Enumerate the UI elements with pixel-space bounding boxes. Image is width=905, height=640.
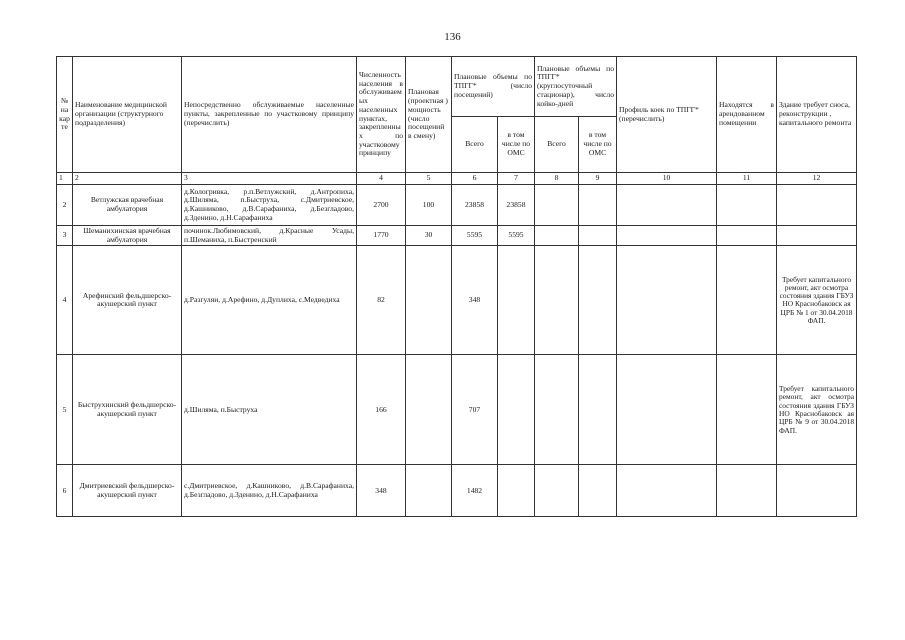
- building-repair-note: Требует капитального ремонт, акт осмотра состояния здания ГБУЗ НО Краснобаковск ая ЦРБ № 1 от 30.04.2018 ФАП.: [777, 246, 857, 355]
- table-row: [57, 355, 857, 465]
- header-beds-total: Всего: [535, 117, 579, 173]
- column-number: 7: [498, 173, 535, 185]
- organization-name: Шеманихинская врачебная амбулатория: [73, 226, 182, 246]
- population: 166: [357, 355, 406, 465]
- row-number: 5: [57, 355, 73, 465]
- column-number: 8: [535, 173, 579, 185]
- header-visits-total: Всего: [452, 117, 498, 173]
- rented-premises: [717, 226, 777, 246]
- column-number: 6: [452, 173, 498, 185]
- beds-oms: [579, 355, 617, 465]
- table-row: [57, 246, 857, 355]
- served-settlements: с.Дмитриевское, д.Кашниково, д.В.Сарафаниха, д.Безгладово, д.Зденино, д.Н.Сарафаниха: [182, 465, 357, 517]
- header-planned-bed-days: Плановые объемы по ТПГГ* (круглосуточный стационар), число койко-дней: [535, 57, 617, 117]
- table-row: [57, 465, 857, 517]
- table-row: [57, 226, 857, 246]
- population: 2700: [357, 185, 406, 226]
- header-planned-capacity: Плановая (проектная ) мощность (число посещений в смену): [406, 57, 452, 173]
- header-beds-oms: в том числе по ОМС: [579, 117, 617, 173]
- bed-profile: [617, 246, 717, 355]
- beds-total: [535, 465, 579, 517]
- organization-name: Быструхинский фельдшерско-акушерский пункт: [73, 355, 182, 465]
- rented-premises: [717, 246, 777, 355]
- building-repair-note: Требует капитального ремонт, акт осмотра состояния здания ГБУЗ НО Краснобаковск ая ЦРБ № 9 от 30.04.2018 ФАП.: [777, 355, 857, 465]
- organization-name: Дмитриевский фельдшерско-акушерский пункт: [73, 465, 182, 517]
- bed-profile: [617, 185, 717, 226]
- bed-profile: [617, 226, 717, 246]
- visits-total: 23858: [452, 185, 498, 226]
- rented-premises: [717, 355, 777, 465]
- column-number-row: [57, 173, 857, 185]
- planned-capacity: 30: [406, 226, 452, 246]
- column-number: 1: [57, 173, 73, 185]
- visits-total: 5595: [452, 226, 498, 246]
- visits-oms: [498, 465, 535, 517]
- population: 82: [357, 246, 406, 355]
- column-number: 11: [717, 173, 777, 185]
- header-bed-profile: Профиль коек по ТПГГ* (перечислить): [617, 57, 717, 173]
- table-header: [57, 57, 857, 185]
- row-number: 3: [57, 226, 73, 246]
- header-organization-name: Наименование медицинской организации (структурного подразделения): [73, 57, 182, 173]
- planned-capacity: [406, 355, 452, 465]
- header-population: Численность населения в обслуживаем ых населенных пунктах, закрепленных по участковому принципу: [357, 57, 406, 173]
- beds-total: [535, 226, 579, 246]
- served-settlements: д.Разгуляи, д.Арефино, д.Дуплиха, с.Медведиха: [182, 246, 357, 355]
- column-number: 5: [406, 173, 452, 185]
- bed-profile: [617, 355, 717, 465]
- building-repair-note: [777, 465, 857, 517]
- column-number: 3: [182, 173, 357, 185]
- beds-oms: [579, 185, 617, 226]
- served-settlements: д.Кологривка, р.п.Ветлужский, д.Антропиха, д.Шиляма, п.Быструха, с.Дмитриевское, д.Кашниково, д.В.Сарафаниха, д.Безгладово, д.Зденино, д.Н.Сарафаниха: [182, 185, 357, 226]
- visits-oms: [498, 355, 535, 465]
- planned-capacity: 100: [406, 185, 452, 226]
- table-row: [57, 185, 857, 226]
- served-settlements: починок.Любимовский, д.Красные Усады, п.Шеманиха, п.Быстренский: [182, 226, 357, 246]
- beds-oms: [579, 226, 617, 246]
- row-number: 4: [57, 246, 73, 355]
- beds-total: [535, 185, 579, 226]
- building-repair-note: [777, 185, 857, 226]
- building-repair-note: [777, 226, 857, 246]
- medical-organizations-table: [56, 56, 857, 517]
- header-visits-oms: в том числе по ОМС: [498, 117, 535, 173]
- rented-premises: [717, 185, 777, 226]
- header-building-repair: Здание требует сноса, реконструкции , капитального ремонта: [777, 57, 857, 173]
- visits-total: 1482: [452, 465, 498, 517]
- beds-oms: [579, 246, 617, 355]
- column-number: 4: [357, 173, 406, 185]
- column-number: 12: [777, 173, 857, 185]
- visits-oms: [498, 246, 535, 355]
- visits-total: 707: [452, 355, 498, 465]
- bed-profile: [617, 465, 717, 517]
- organization-name: Арефинский фельдшерско-акушерский пункт: [73, 246, 182, 355]
- column-number: 2: [73, 173, 182, 185]
- row-number: 6: [57, 465, 73, 517]
- beds-total: [535, 246, 579, 355]
- organization-name: Ветлужская врачебная амбулатория: [73, 185, 182, 226]
- column-number: 10: [617, 173, 717, 185]
- row-number: 2: [57, 185, 73, 226]
- planned-capacity: [406, 246, 452, 355]
- visits-oms: 23858: [498, 185, 535, 226]
- header-rented-premises: Находятся в арендованном помещении: [717, 57, 777, 173]
- header-served-settlements: Непосредственно обслуживаемые населенные пункты, закрепленные по участковому принципу (перечислить): [182, 57, 357, 173]
- served-settlements: д.Шиляма, п.Быструха: [182, 355, 357, 465]
- visits-oms: 5595: [498, 226, 535, 246]
- population: 348: [357, 465, 406, 517]
- header-map-number: № на кар те: [57, 57, 73, 173]
- population: 1770: [357, 226, 406, 246]
- rented-premises: [717, 465, 777, 517]
- column-number: 9: [579, 173, 617, 185]
- beds-total: [535, 355, 579, 465]
- planned-capacity: [406, 465, 452, 517]
- table-body: [57, 185, 857, 517]
- page-number: 136: [444, 31, 461, 43]
- visits-total: 348: [452, 246, 498, 355]
- header-planned-visits: Плановые объемы по ТПГГ* (число посещений): [452, 57, 535, 117]
- beds-oms: [579, 465, 617, 517]
